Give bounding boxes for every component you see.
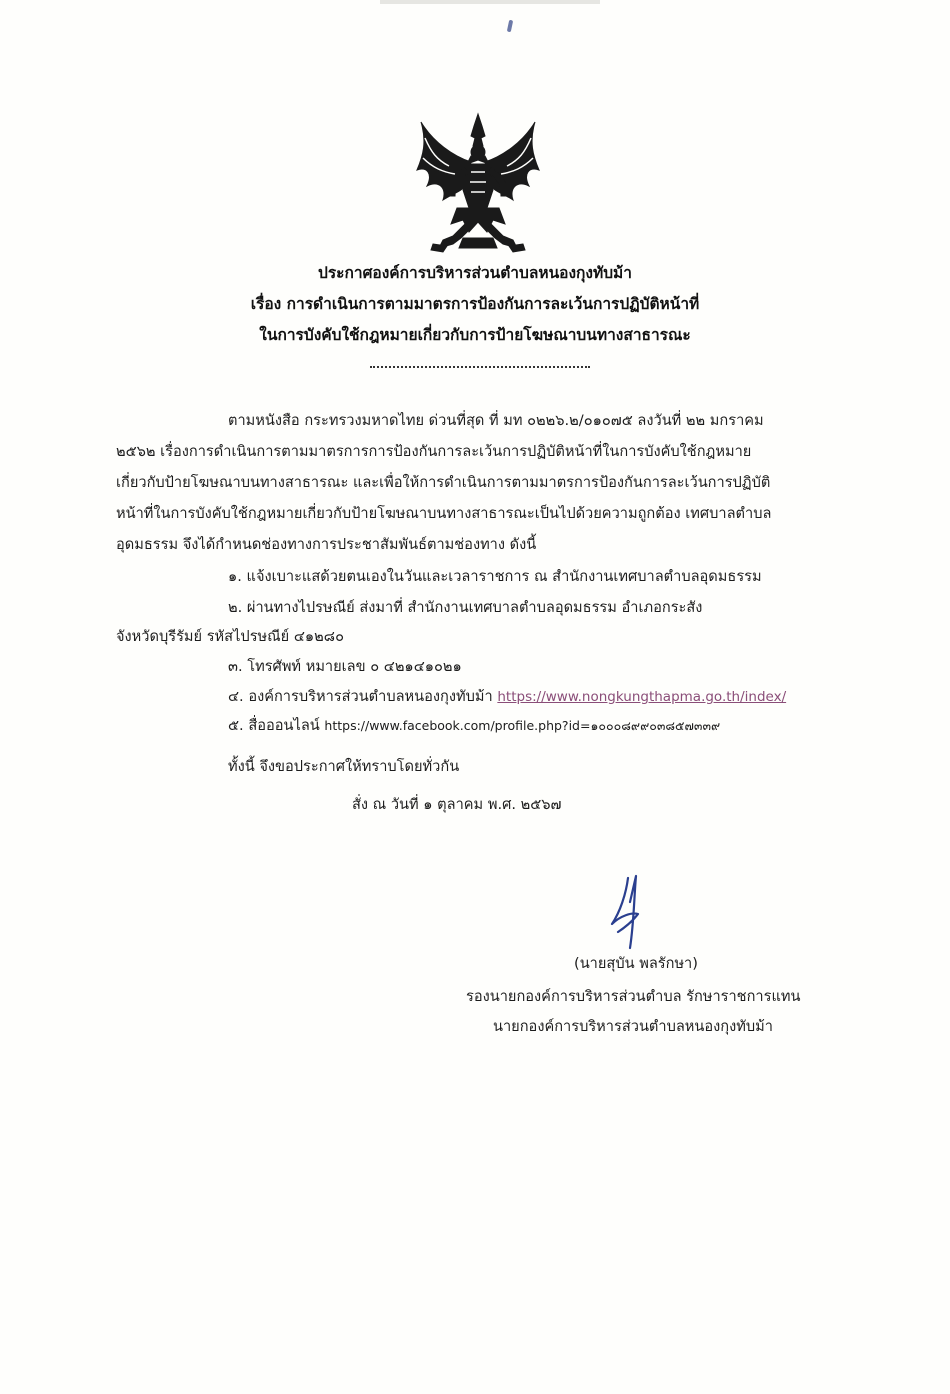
channel-item-5 <box>228 714 720 737</box>
signer-position-1: รองนายกองค์การบริหารส่วนตำบล รักษาราชการแทน <box>466 988 801 1005</box>
facebook-url: https://www.facebook.com/profile.php?id=๑๐๐๐๘๙๙๐๓๘๕๗๓๓๙ <box>324 718 721 733</box>
channel-item-3: ๓. โทรศัพท์ หมายเลข ๐ ๔๒๑๔๑๐๒๑ <box>228 658 462 675</box>
signer-name: (นายสุบัน พลรักษา) <box>574 955 698 972</box>
closing-text: ทั้งนี้ จึงขอประกาศให้ทราบโดยทั่วกัน <box>228 758 460 775</box>
garuda-emblem <box>413 112 543 254</box>
ink-mark <box>507 20 513 33</box>
paragraph-line-5: อุดมธรรม จึงได้กำหนดช่องทางการประชาสัมพันธ์ตามช่องทาง ดังนี้ <box>116 536 537 553</box>
channel-item-1: ๑. แจ้งเบาะแสด้วยตนเองในวันและเวลาราชการ ณ สำนักงานเทศบาลตำบลอุดมธรรม <box>228 568 762 585</box>
channel-item-5-label: ๕. สื่อออนไลน์ <box>228 717 320 734</box>
channel-item-4 <box>228 685 786 708</box>
channel-item-2-line-2: จังหวัดบุรีรัมย์ รหัสไปรษณีย์ ๔๑๒๘๐ <box>116 628 344 645</box>
paragraph-line-3: เกี่ยวกับป้ายโฆษณาบนทางสาธารณะ และเพื่อให้การดำเนินการตามมาตรการป้องกันการละเว้นการปฏิบัติ <box>116 474 771 491</box>
announcement-title: ประกาศองค์การบริหารส่วนตำบลหนองกุงทับม้า <box>318 264 632 282</box>
subject-line-2: ในการบังคับใช้กฎหมายเกี่ยวกับการป้ายโฆษณาบนทางสาธารณะ <box>259 326 691 344</box>
channel-item-4-label: ๔. องค์การบริหารส่วนตำบลหนองกุงทับม้า <box>228 688 493 705</box>
channel-item-2-line-1: ๒. ผ่านทางไปรษณีย์ ส่งมาที่ สำนักงานเทศบาลตำบลอุดมธรรม อำเภอกระสัง <box>228 599 703 616</box>
announcement-date: สั่ง ณ วันที่ ๑ ตุลาคม พ.ศ. ๒๕๖๗ <box>352 796 562 813</box>
separator-line <box>370 366 590 368</box>
signer-position-2: นายกองค์การบริหารส่วนตำบลหนองกุงทับม้า <box>493 1018 773 1035</box>
subject-line-1: เรื่อง การดำเนินการตามมาตรการป้องกันการละเว้นการปฏิบัติหน้าที่ <box>250 295 700 313</box>
paragraph-line-2: ๒๕๖๒ เรื่องการดำเนินการตามมาตรการการป้องกันการละเว้นการปฏิบัติหน้าที่ในการบังคับใช้กฎหมาย <box>116 443 752 460</box>
paragraph-line-1: ตามหนังสือ กระทรวงมหาดไทย ด่วนที่สุด ที่ มท ๐๒๒๖.๒/๐๑๐๗๕ ลงวันที่ ๒๒ มกราคม <box>228 412 764 429</box>
website-link[interactable]: https://www.nongkungthapma.go.th/index/ <box>497 689 787 705</box>
paragraph-line-4: หน้าที่ในการบังคับใช้กฎหมายเกี่ยวกับป้ายโฆษณาบนทางสาธารณะเป็นไปด้วยความถูกต้อง เทศบาลตำบล <box>116 505 772 522</box>
scan-edge-shadow <box>380 0 600 4</box>
handwritten-signature <box>600 872 660 952</box>
